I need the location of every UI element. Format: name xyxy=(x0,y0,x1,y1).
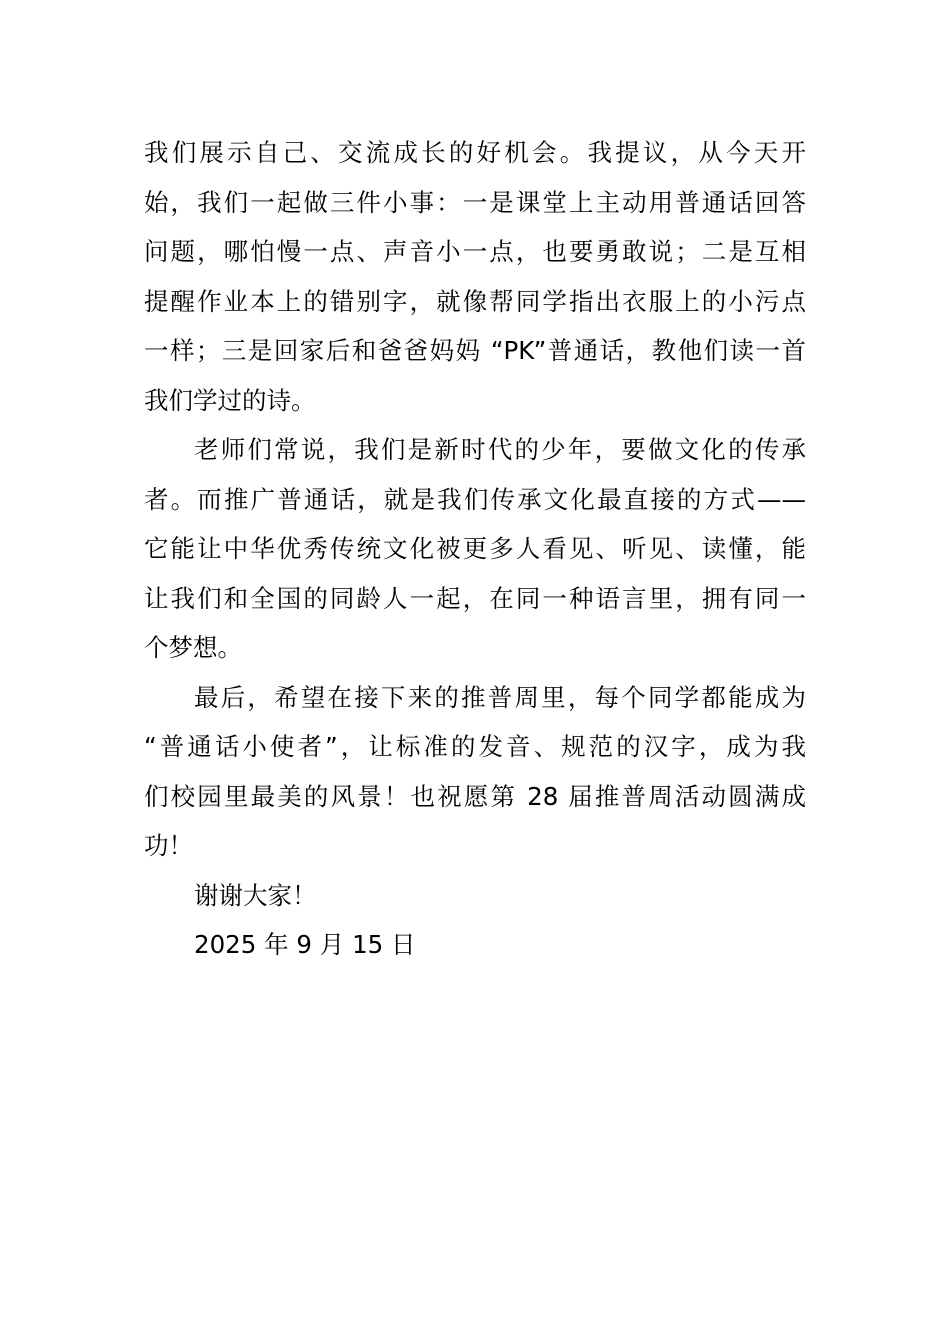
document-date: 2025 年 9 月 15 日 xyxy=(194,930,416,959)
paragraph-1-line-6: 我们学过的诗。 xyxy=(144,386,316,415)
paragraph-1-line-4: 提醒作业本上的错别字，就像帮同学指出衣服上的小污点 xyxy=(144,287,806,316)
paragraph-3-line-4: 功！ xyxy=(144,831,193,860)
paragraph-2-line-5: 个梦想。 xyxy=(144,633,242,662)
paragraph-3-line-3: 们校园里最美的风景！也祝愿第 28 届推普周活动圆满成 xyxy=(144,782,806,811)
paragraph-2-line-3: 它能让中华优秀传统文化被更多人看见、听见、读懂，能 xyxy=(144,534,806,563)
paragraph-1-line-1: 我们展示自己、交流成长的好机会。我提议，从今天开 xyxy=(144,138,806,167)
paragraph-3-line-1: 最后，希望在接下来的推普周里，每个同学都能成为 xyxy=(194,683,806,712)
paragraph-3-line-2: “普通话小使者”，让标准的发音、规范的汉字，成为我 xyxy=(144,732,806,761)
paragraph-2-line-4: 让我们和全国的同龄人一起，在同一种语言里，拥有同一 xyxy=(144,584,806,613)
paragraph-2-line-1: 老师们常说，我们是新时代的少年，要做文化的传承 xyxy=(194,435,806,464)
paragraph-2-line-2: 者。而推广普通话，就是我们传承文化最直接的方式—— xyxy=(144,485,806,514)
closing-thanks: 谢谢大家！ xyxy=(194,881,317,910)
paragraph-1-line-2: 始，我们一起做三件小事：一是课堂上主动用普通话回答 xyxy=(144,188,806,217)
paragraph-1-line-5: 一样；三是回家后和爸爸妈妈 “PK”普通话，教他们读一首 xyxy=(144,336,806,365)
paragraph-1-line-3: 问题，哪怕慢一点、声音小一点，也要勇敢说；二是互相 xyxy=(144,237,806,266)
